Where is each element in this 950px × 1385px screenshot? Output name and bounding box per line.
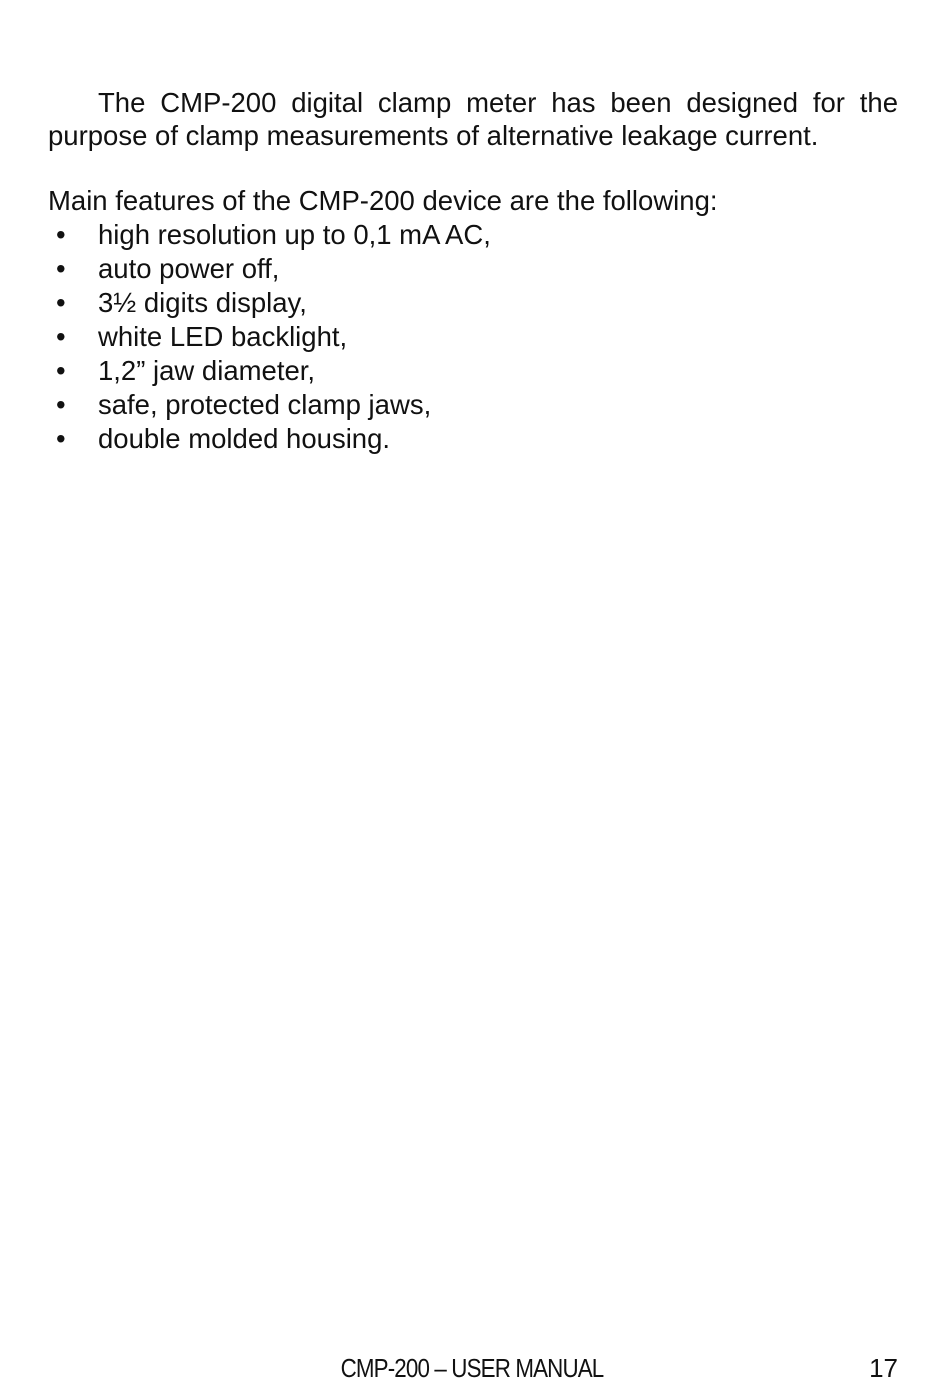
bullet-icon: •	[56, 287, 66, 318]
feature-text: safe, protected clamp jaws,	[98, 389, 432, 420]
feature-text: 1,2” jaw diameter,	[98, 355, 316, 386]
bullet-icon: •	[56, 423, 66, 454]
feature-item-auto-power-off	[48, 252, 898, 286]
feature-text: high resolution up to 0,1 mA AC,	[98, 219, 491, 250]
feature-text: auto power off,	[98, 253, 280, 284]
features-heading: Main features of the CMP-200 device are the following:	[48, 185, 718, 216]
intro-paragraph: The CMP-200 digital clamp meter has been designed for the purpose of clamp measurements of alternative leakage current.	[48, 87, 898, 151]
feature-item-housing	[48, 422, 898, 456]
footer-title: CMP-200 – USER MANUAL	[340, 1353, 604, 1383]
page-footer	[0, 1351, 950, 1385]
bullet-icon: •	[56, 389, 66, 420]
feature-text: white LED backlight,	[98, 321, 348, 352]
bullet-icon: •	[56, 355, 66, 386]
bullet-icon: •	[56, 321, 66, 352]
feature-list	[48, 218, 898, 456]
feature-text: 3½ digits display,	[98, 287, 307, 318]
manual-page-content	[48, 86, 898, 456]
feature-text: double molded housing.	[98, 423, 391, 454]
feature-item-clamp-jaws	[48, 388, 898, 422]
bullet-icon: •	[56, 253, 66, 284]
feature-item-display	[48, 286, 898, 320]
bullet-icon: •	[56, 219, 66, 250]
page-number: 17	[869, 1353, 898, 1383]
feature-item-jaw-diameter	[48, 354, 898, 388]
feature-item-high-resolution	[48, 218, 898, 252]
feature-item-backlight	[48, 320, 898, 354]
